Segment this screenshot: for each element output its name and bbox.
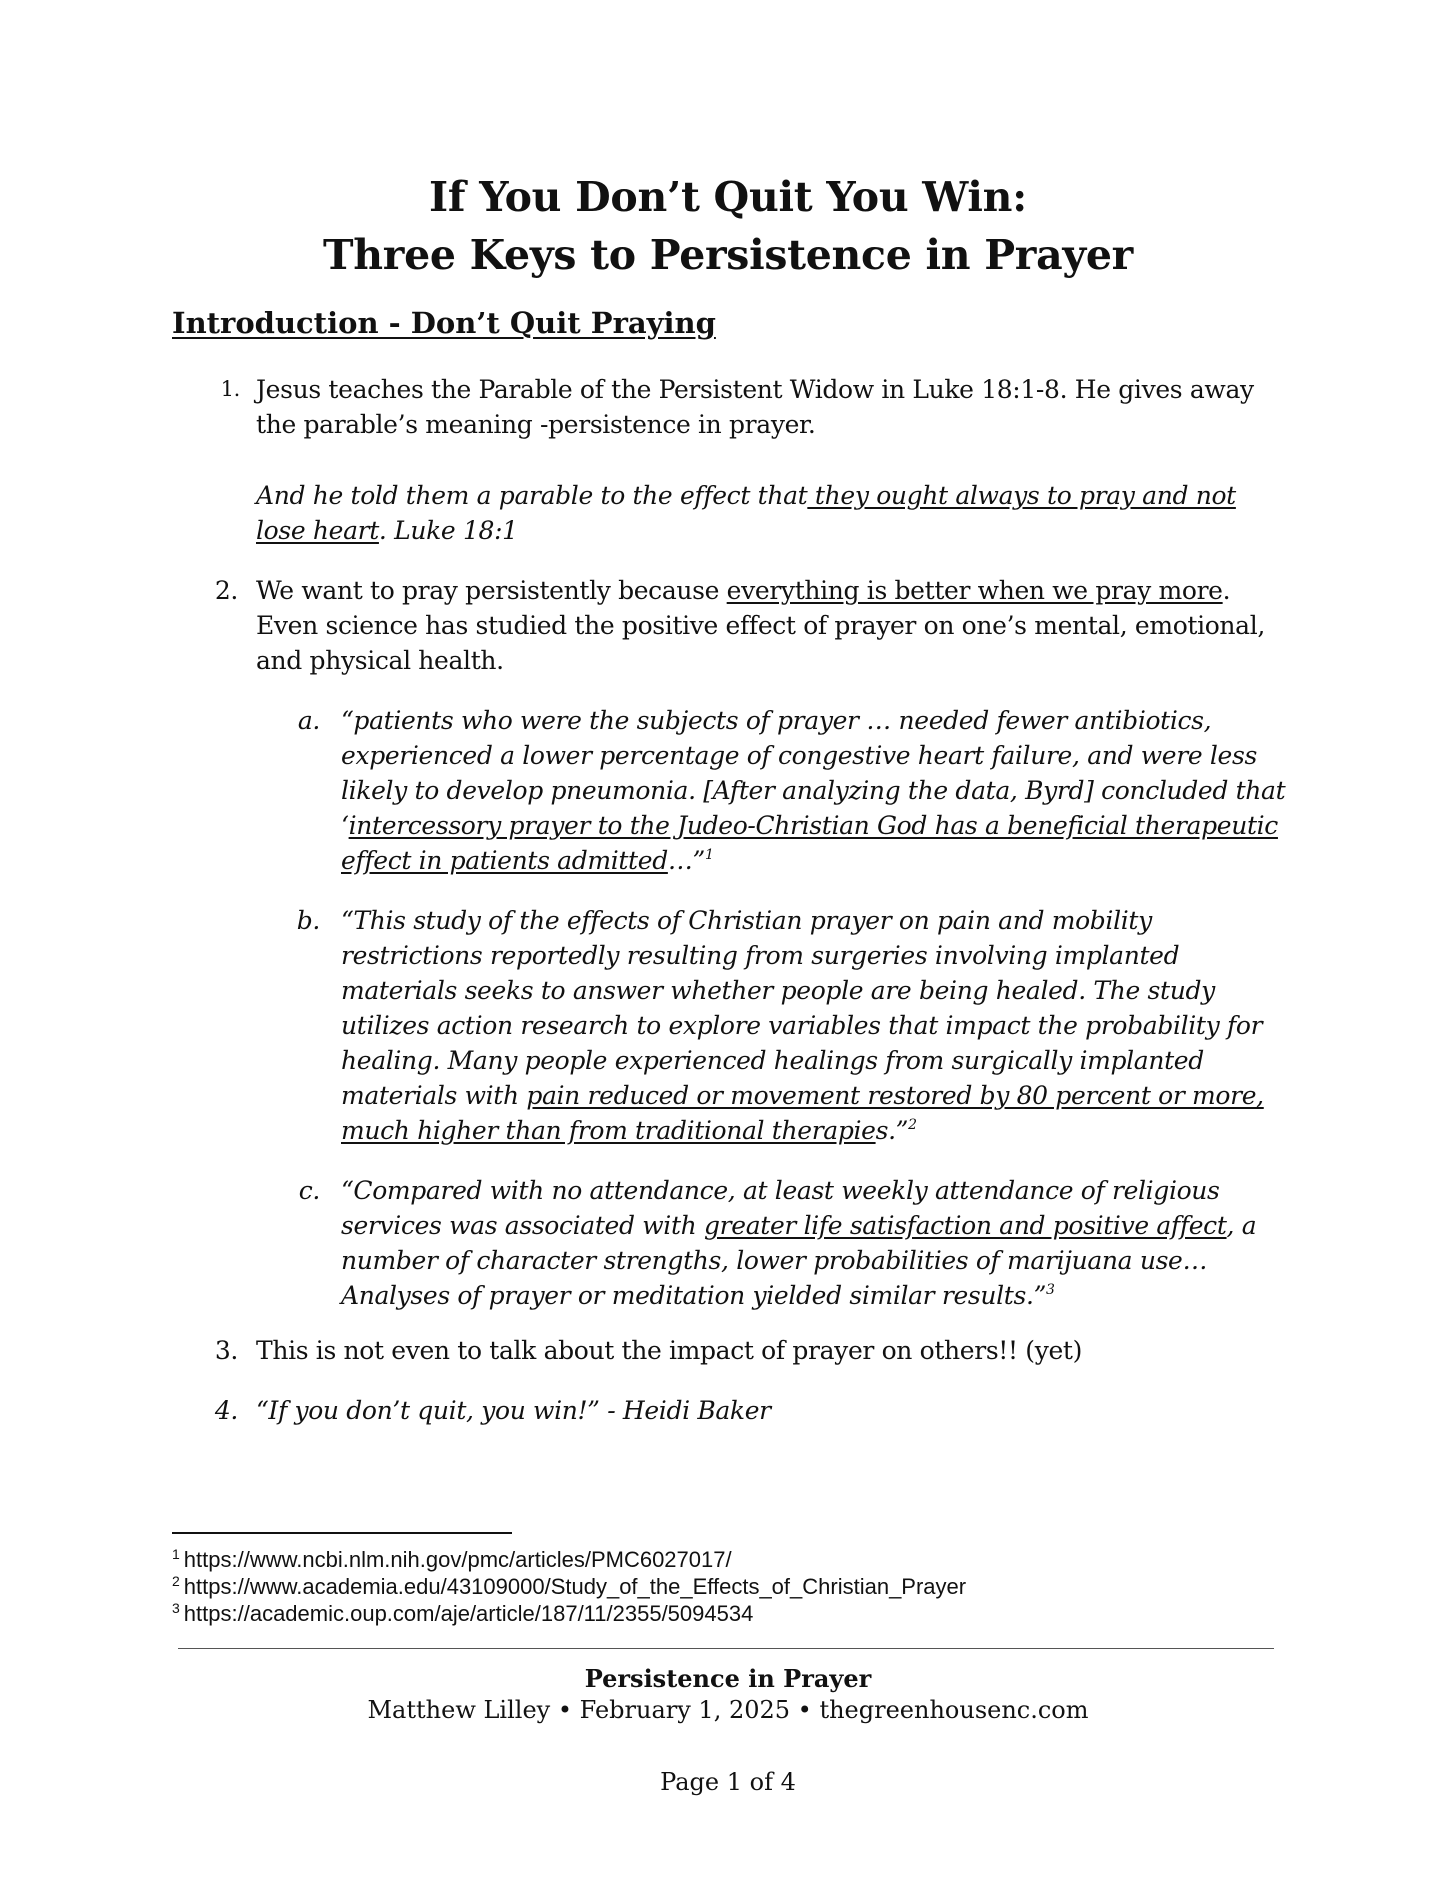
list-item-2-text bbox=[256, 573, 1286, 678]
footnote-ref-3[interactable]: 3 bbox=[1046, 1282, 1055, 1298]
footnote-ref-2[interactable]: 2 bbox=[908, 1117, 917, 1133]
footer-divider bbox=[178, 1648, 1274, 1649]
list-item-1-quote bbox=[256, 478, 1286, 548]
footnote-mark: 1 bbox=[172, 1546, 180, 1562]
item-2-underlined: everything is better when we pray more bbox=[726, 576, 1223, 605]
footnote-url[interactable]: https://academic.oup.com/aje/article/187/11/2355/5094534 bbox=[183, 1601, 754, 1626]
item-a-underlined: intercessory prayer to the Judeo-Christian God has a beneficial therapeutic effect in patients admitted bbox=[341, 811, 1278, 875]
sublist-letter-c: c. bbox=[298, 1176, 320, 1205]
sublist-letter-a: a. bbox=[297, 706, 320, 735]
title-line-1: If You Don’t Quit You Win: bbox=[429, 173, 1027, 221]
list-number-3: 3. bbox=[214, 1336, 238, 1365]
list-number-1: 1. bbox=[220, 377, 240, 401]
item-b-underlined: pain reduced or movement restored by 80 percent or more, much higher than from traditional therapie bbox=[341, 1081, 1264, 1145]
list-item-1-text: Jesus teaches the Parable of the Persistent Widow in Luke 18:1-8. He gives away the parable’s meaning -persistence in prayer. bbox=[256, 375, 1254, 439]
footnote-mark: 3 bbox=[172, 1600, 180, 1616]
sublist-item-a bbox=[341, 703, 1291, 878]
sublist-item-c bbox=[341, 1173, 1291, 1313]
document-title bbox=[0, 168, 1456, 284]
footnote-2[interactable] bbox=[172, 1573, 1272, 1600]
footnote-mark: 2 bbox=[172, 1573, 180, 1589]
list-number-2: 2. bbox=[214, 576, 238, 605]
item-c-post: , a number of character strengths, lower probabilities of marijuana use… Analyses of prayer or meditation yielded similar results.” bbox=[341, 1211, 1257, 1310]
item-c-pre: “Compared with no attendance, at least weekly attendance of religious services was associated with bbox=[341, 1176, 1220, 1240]
footnote-1[interactable] bbox=[172, 1546, 1272, 1573]
quote-1-post: . Luke 18:1 bbox=[378, 516, 518, 545]
title-line-2: Three Keys to Persistence in Prayer bbox=[323, 231, 1133, 279]
footnote-3[interactable] bbox=[172, 1600, 1272, 1627]
item-2-pre: We want to pray persistently because bbox=[256, 576, 727, 605]
item-c-underlined: greater life satisfaction and positive affect bbox=[704, 1211, 1227, 1240]
list-item-4-text: “If you don’t quit, you win!” - Heidi Baker bbox=[256, 1396, 771, 1425]
footnote-ref-1[interactable]: 1 bbox=[704, 847, 714, 863]
item-a-post: …” bbox=[667, 846, 705, 875]
footnote-separator bbox=[172, 1532, 512, 1534]
item-b-pre: “This study of the effects of Christian prayer on pain and mobility restrictions reportedly resulting from surgeries involving implanted materials seeks to answer whether people are being healed. The study utilizes action research to explore variables that impact the probability for healing. Many people experienced healings from surgically implanted materials with bbox=[341, 906, 1263, 1110]
list-number-4: 4. bbox=[214, 1396, 238, 1425]
footnote-url[interactable]: https://www.academia.edu/43109000/Study_of_the_Effects_of_Christian_Prayer bbox=[183, 1574, 967, 1599]
footnote-url[interactable]: https://www.ncbi.nlm.nih.gov/pmc/articles/PMC6027017/ bbox=[183, 1547, 732, 1572]
footnotes bbox=[172, 1546, 1272, 1627]
item-2-post: . Even science has studied the positive effect of prayer on one’s mental, emotional, and physical health. bbox=[256, 576, 1265, 675]
sublist-item-b bbox=[341, 903, 1291, 1148]
quote-1-underlined: they ought always to pray and not lose heart bbox=[256, 481, 1236, 545]
sublist-letter-b: b. bbox=[296, 906, 320, 935]
item-b-post: s.” bbox=[875, 1116, 909, 1145]
section-heading: Introduction - Don’t Quit Praying bbox=[172, 306, 716, 340]
footer-title: Persistence in Prayer bbox=[584, 1664, 872, 1693]
list-item-3-text: This is not even to talk about the impact of prayer on others!! (yet) bbox=[256, 1336, 1083, 1365]
page-number: Page 1 of 4 bbox=[660, 1768, 796, 1796]
footer-byline: Matthew Lilley • February 1, 2025 • thegreenhousenc.com bbox=[367, 1696, 1089, 1724]
quote-1-pre: And he told them a parable to the effect that bbox=[256, 481, 808, 510]
item-a-pre: “patients who were the subjects of prayer … needed fewer antibiotics, experienced a lower percentage of congestive heart failure, and were less likely to develop pneumonia. [After analyzing the data, Byrd] concluded that ‘ bbox=[341, 706, 1286, 840]
